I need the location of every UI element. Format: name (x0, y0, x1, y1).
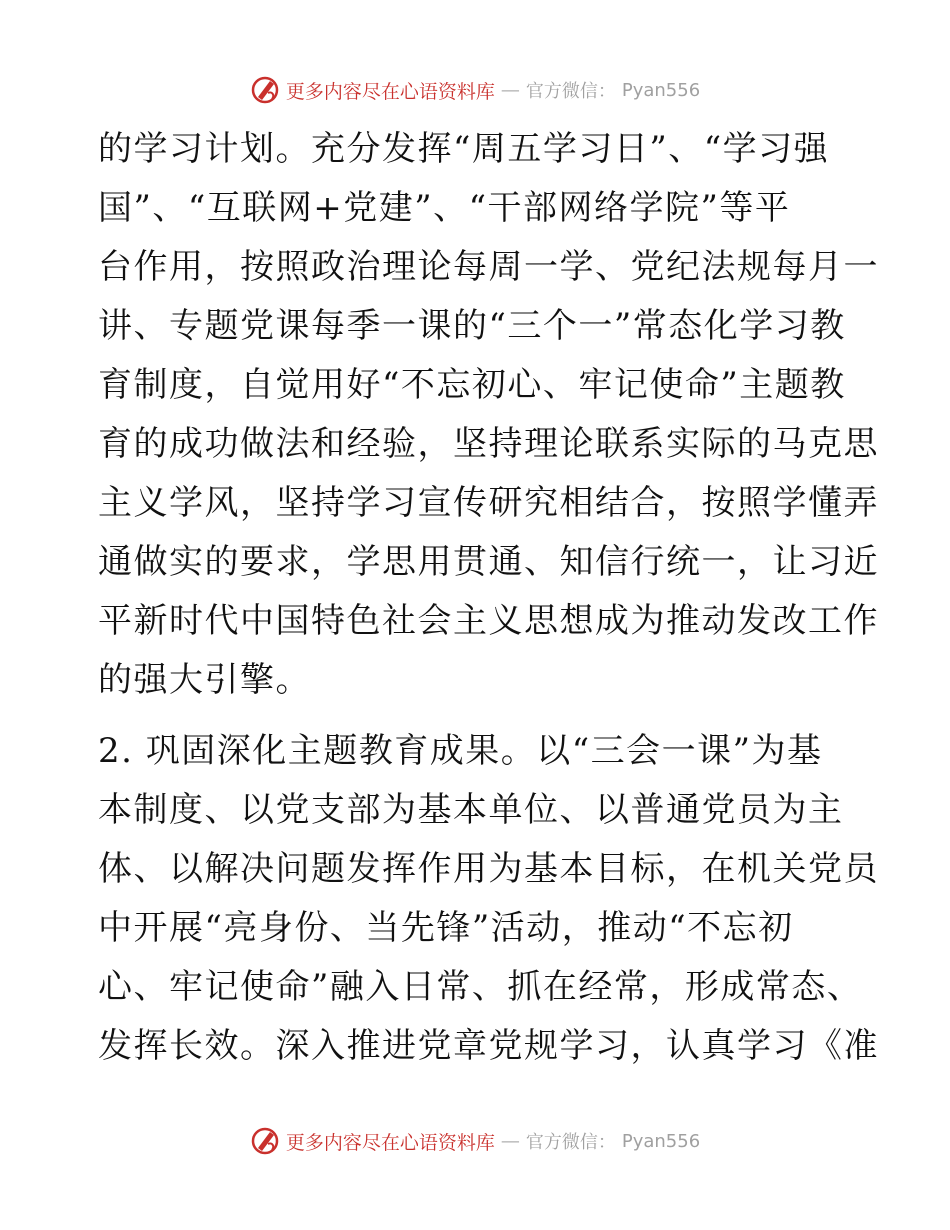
text-line: 通做实的要求，学思用贯通、知信行统一，让习近 (98, 542, 879, 582)
text-line: 平新时代中国特色社会主义思想成为推动发改工作 (98, 601, 879, 641)
body-text (98, 120, 879, 1076)
text-line: 育制度，自觉用好“不忘初心、牢记使命”主题教 (98, 365, 846, 405)
brand-logo-icon (250, 1126, 280, 1156)
brand-logo-icon (250, 75, 280, 105)
text-line: 体、以解决问题发挥作用为基本目标，在机关党员 (98, 849, 879, 889)
watermark-wechat-id: Pyan556 (621, 79, 701, 101)
text-line: 本制度、以党支部为基本单位、以普通党员为主 (98, 790, 844, 830)
paragraph-2 (98, 722, 879, 1076)
watermark-dash: — (500, 79, 520, 101)
text-line: 讲、专题党课每季一课的“三个一”常态化学习教 (98, 306, 846, 346)
footer-watermark (0, 1124, 950, 1158)
watermark-wechat-id: Pyan556 (621, 1130, 701, 1152)
text-line: 中开展“亮身份、当先锋”活动，推动“不忘初 (98, 908, 794, 948)
text-line: 台作用，按照政治理论每周一学、党纪法规每月一 (98, 247, 879, 287)
watermark-brand: 更多内容尽在心语资料库 (285, 1131, 495, 1154)
watermark-wechat-label: 官方微信： (525, 81, 616, 102)
text-line: 主义学风，坚持学习宣传研究相结合，按照学懂弄 (98, 483, 879, 523)
watermark-wechat-label: 官方微信： (525, 1132, 616, 1153)
watermark-dash: — (500, 1130, 520, 1152)
header-watermark (0, 73, 950, 107)
text-line: 国”、“互联网+党建”、“干部网络学院”等平 (98, 188, 791, 228)
text-line: 的强大引擎。 (98, 660, 311, 700)
paragraph-1 (98, 120, 879, 710)
text-line: 发挥长效。深入推进党章党规学习，认真学习《准 (98, 1026, 879, 1066)
watermark-brand: 更多内容尽在心语资料库 (285, 80, 495, 103)
text-line: 心、牢记使命”融入日常、抓在经常，形成常态、 (98, 967, 863, 1007)
text-line: 2. 巩固深化主题教育成果。以“三会一课”为基 (98, 731, 823, 771)
text-line: 的学习计划。充分发挥“周五学习日”、“学习强 (98, 129, 830, 169)
text-line: 育的成功做法和经验，坚持理论联系实际的马克思 (98, 424, 879, 464)
